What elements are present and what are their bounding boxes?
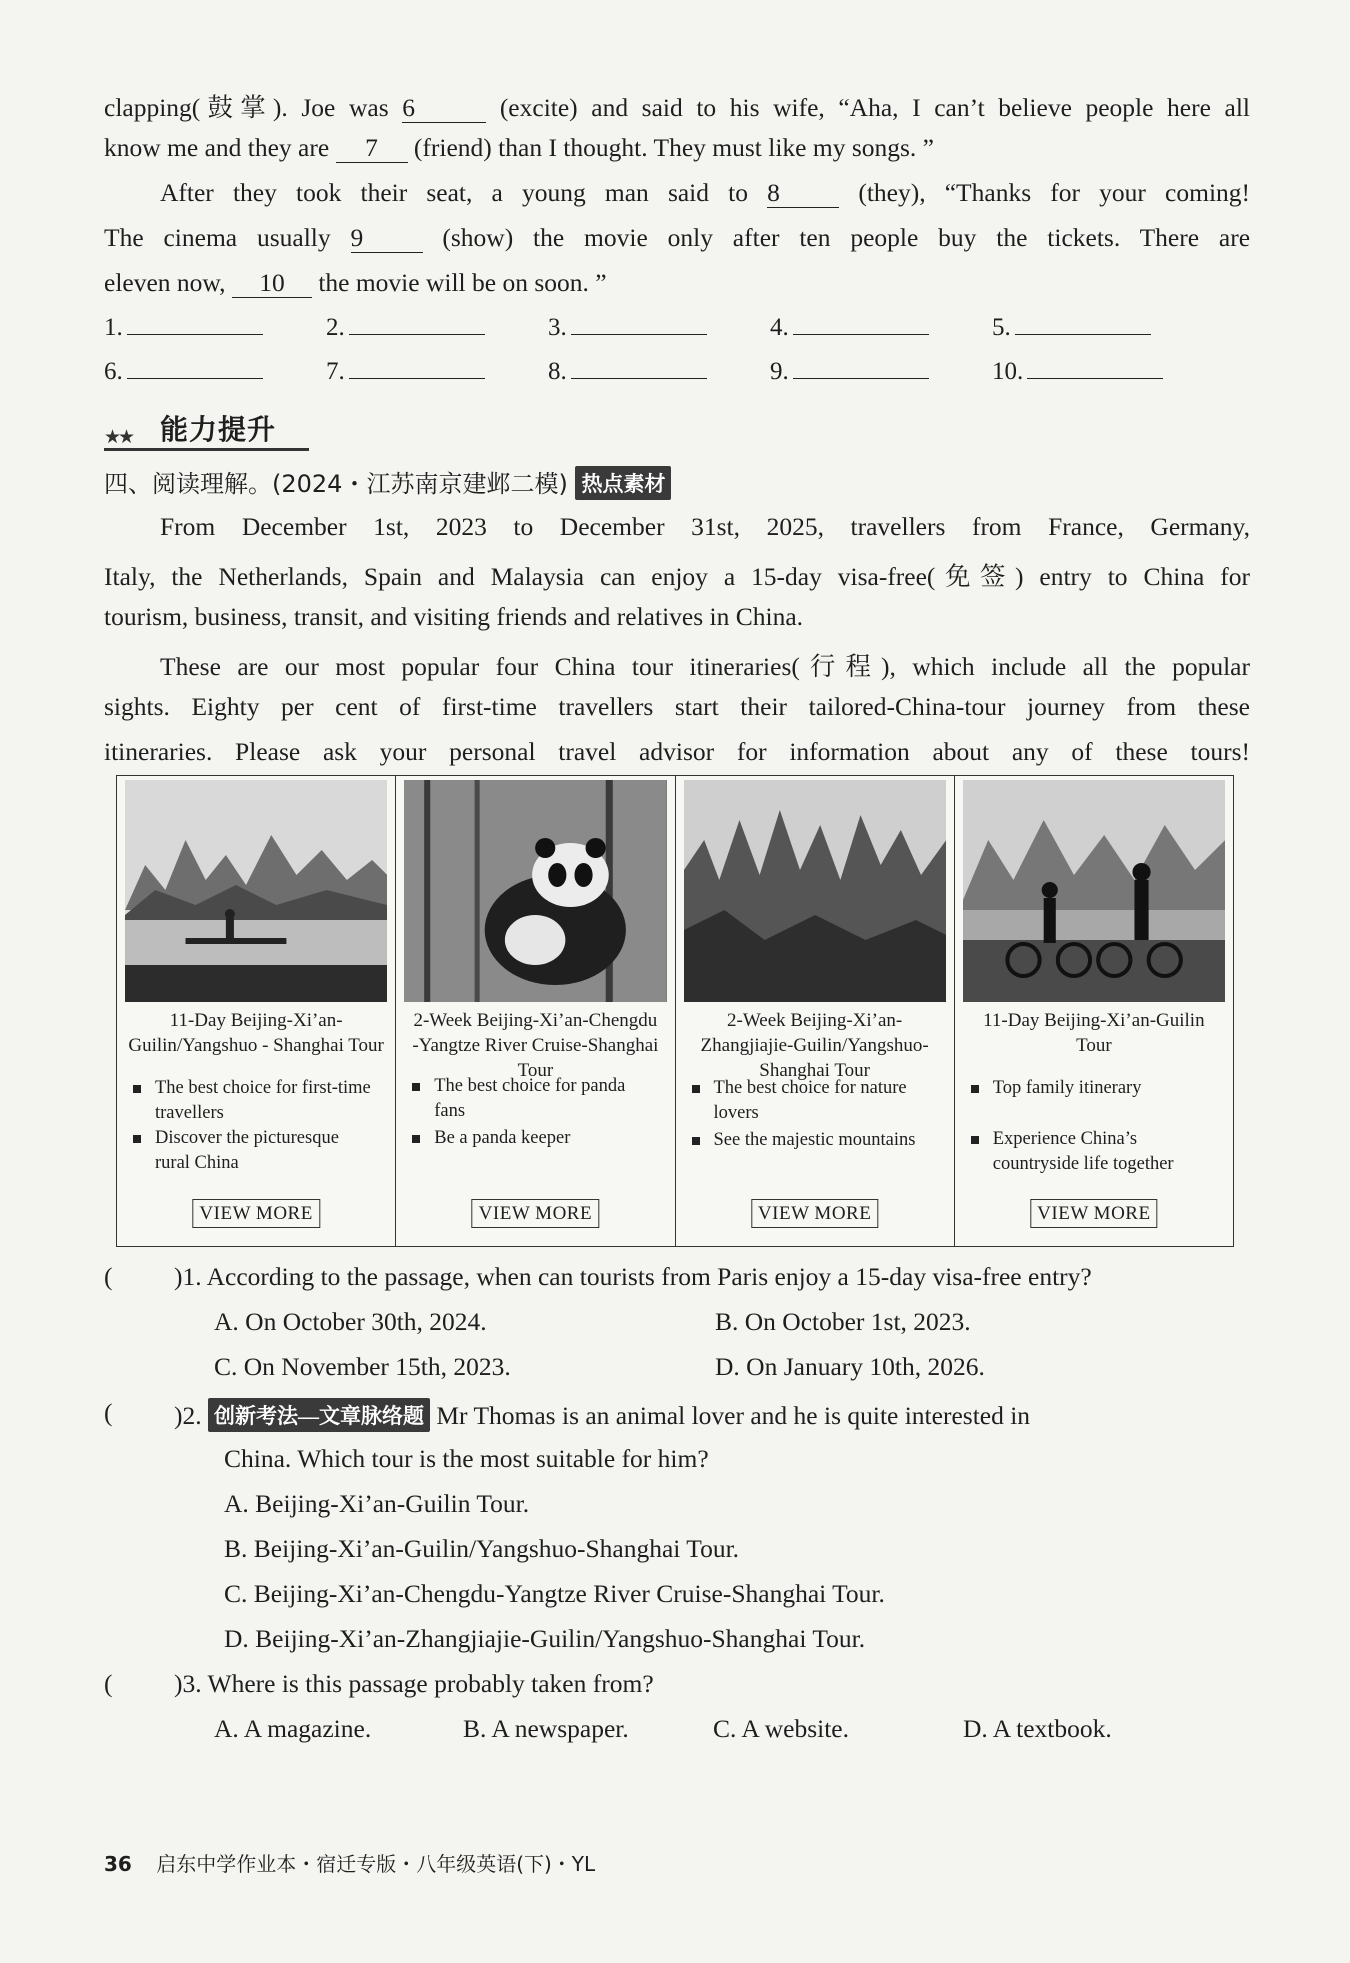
answer-label: 3. (548, 314, 567, 341)
passage-text: the movie will be on soon. ” (318, 268, 607, 297)
tour-photo-mountains (684, 780, 946, 1002)
tour-name-line: 2-Week Beijing-Xi’an-Chengdu (413, 1010, 658, 1031)
answer-9[interactable] (770, 358, 929, 386)
answer-8[interactable] (548, 358, 707, 386)
answer-label: 9. (770, 358, 789, 385)
section-title: 能力提升 (160, 413, 277, 446)
answer-5[interactable] (992, 314, 1151, 342)
tour-name-line: Zhangjiajie-Guilin/Yangshuo- (700, 1035, 929, 1056)
intro-line: sights. Eighty per cent of first-time travellers start their tailored-China-tour journey from these (104, 692, 1250, 721)
option-b[interactable]: B. A newspaper. (463, 1714, 629, 1743)
tour-card-1 (117, 776, 396, 1246)
hot-topic-tag: 热点素材 (575, 466, 671, 500)
bullet-text: travellers (155, 1103, 224, 1123)
tour-photo-family-cycling (963, 780, 1225, 1002)
passage-text: (excite) and said to his wife, “Aha, I can’t believe people here all (499, 93, 1250, 122)
tour-name-line: -Yangtze River Cruise-Shanghai (412, 1035, 659, 1056)
page-number: 36 (104, 1852, 132, 1876)
tour-name-line: Tour (1076, 1035, 1112, 1056)
passage-text: clapping(鼓掌). Joe was (104, 93, 389, 122)
blank-7[interactable] (336, 134, 408, 163)
option-d[interactable]: D. A textbook. (963, 1714, 1112, 1743)
heading-text: 四、阅读理解。(2024・江苏南京建邺二模) (104, 470, 568, 498)
answer-label: 6. (104, 358, 123, 385)
option-b[interactable]: B. On October 1st, 2023. (715, 1307, 971, 1336)
answer-line[interactable] (793, 316, 929, 335)
answer-3[interactable] (548, 314, 707, 342)
bullet-text: Discover the picturesque (155, 1128, 339, 1148)
passage-text: know me and they are (104, 133, 330, 162)
page-footer (104, 1848, 595, 1877)
bullet-text: See the majestic mountains (713, 1130, 916, 1150)
passage-text: (friend) than I thought. They must like my songs. ” (413, 133, 934, 162)
answer-label: 5. (992, 314, 1011, 341)
answer-line[interactable] (793, 360, 929, 379)
tour-name (957, 1008, 1231, 1058)
tour-bullet (690, 1128, 950, 1153)
bullet-text: fans (434, 1101, 466, 1121)
tour-bullet (131, 1076, 391, 1126)
innovation-tag: 创新考法—文章脉络题 (208, 1398, 430, 1432)
passage-text: After they took their seat, a young man said to (160, 178, 749, 207)
view-more-button[interactable]: VIEW MORE (192, 1199, 319, 1228)
tour-photo-panda (404, 780, 666, 1002)
footer-text: 启东中学作业本・宿迁专版・八年级英语(下)・YL (156, 1852, 596, 1876)
blank-number: 8 (767, 178, 780, 207)
passage-line-1 (104, 88, 1250, 124)
answer-line[interactable] (127, 316, 263, 335)
tour-table (116, 775, 1234, 1247)
answer-label: 4. (770, 314, 789, 341)
tour-card-2 (396, 776, 675, 1246)
tour-name-line: 11-Day Beijing-Xi’an- (169, 1010, 343, 1031)
blank-number: 9 (350, 223, 364, 252)
answer-7[interactable] (326, 358, 485, 386)
answer-label: 2. (326, 314, 345, 341)
answer-line[interactable] (1027, 360, 1163, 379)
intro-line: tourism, business, transit, and visiting friends and relatives in China. (104, 602, 804, 631)
answer-paren[interactable]: ( (104, 1398, 113, 1427)
intro-line: From December 1st, 2023 to December 31st, 2025, travellers from France, Germany, (160, 512, 1250, 541)
option-d[interactable]: D. Beijing-Xi’an-Zhangjiajie-Guilin/Yangshuo-Shanghai Tour. (224, 1624, 866, 1653)
option-d[interactable]: D. On January 10th, 2026. (715, 1352, 985, 1381)
view-more-button[interactable]: VIEW MORE (751, 1199, 878, 1228)
bullet-text: Experience China’s (992, 1129, 1138, 1149)
option-c[interactable]: C. On November 15th, 2023. (214, 1352, 511, 1381)
tour-bullet (969, 1076, 1229, 1101)
answer-line[interactable] (571, 360, 707, 379)
tour-name (119, 1008, 393, 1058)
answer-4[interactable] (770, 314, 929, 342)
section-badge (104, 408, 314, 446)
answer-line[interactable] (1015, 316, 1151, 335)
intro-line: These are our most popular four China tour itineraries(行程), which include all the popular (160, 652, 1250, 681)
tour-bullet (410, 1126, 670, 1151)
tour-photo-river-fisherman (125, 780, 387, 1002)
tour-name (398, 1008, 672, 1083)
answer-line[interactable] (571, 316, 707, 335)
answer-line[interactable] (127, 360, 263, 379)
passage-line-4 (104, 223, 1250, 253)
tour-bullet (410, 1074, 670, 1124)
question-1: )1. According to the passage, when can tourists from Paris enjoy a 15-day visa-free entry? (174, 1262, 1092, 1291)
reading-heading (104, 464, 671, 500)
tour-name-line: Shanghai Tour (759, 1060, 870, 1081)
passage-text: (show) the movie only after ten people buy the tickets. There are (442, 223, 1251, 252)
answer-10[interactable] (992, 358, 1163, 386)
blank-6[interactable] (402, 94, 486, 123)
answer-label: 8. (548, 358, 567, 385)
answer-label: 1. (104, 314, 123, 341)
bullet-text: The best choice for panda (434, 1076, 626, 1096)
option-b[interactable]: B. Beijing-Xi’an-Guilin/Yangshuo-Shanghai Tour. (224, 1534, 740, 1563)
blank-8[interactable] (767, 179, 839, 208)
blank-number: 7 (365, 133, 378, 162)
answer-line[interactable] (349, 360, 485, 379)
intro-line: itineraries. Please ask your personal travel advisor for information about any of these tours! (104, 737, 1250, 766)
question-text: Mr Thomas is an animal lover and he is quite interested in (436, 1401, 1031, 1430)
passage-text: eleven now, (104, 268, 226, 297)
answer-label: 10. (992, 358, 1024, 385)
intro-line: Italy, the Netherlands, Spain and Malaysia can enjoy a 15-day visa-free(免签) entry to China for (104, 562, 1250, 591)
question-number: )2. (174, 1401, 202, 1430)
bullet-text: Be a panda keeper (434, 1128, 571, 1148)
passage-text: The cinema usually (104, 223, 331, 252)
tour-name-line: 11-Day Beijing-Xi’an-Guilin (983, 1010, 1205, 1031)
view-more-button[interactable]: VIEW MORE (472, 1199, 599, 1228)
tour-name-line: Tour (517, 1060, 554, 1081)
answer-6[interactable] (104, 358, 263, 386)
tour-name (678, 1008, 952, 1083)
passage-line-5 (104, 268, 1250, 298)
bullet-text: The best choice for first-time (155, 1078, 371, 1098)
tour-name-line: Guilin/Yangshuo - Shanghai Tour (128, 1035, 384, 1056)
option-c[interactable]: C. Beijing-Xi’an-Chengdu-Yangtze River Cruise-Shanghai Tour. (224, 1579, 885, 1608)
option-a[interactable]: A. A magazine. (214, 1714, 372, 1743)
answer-paren[interactable]: ( (104, 1262, 113, 1291)
answer-label: 7. (326, 358, 345, 385)
blank-number: 6 (402, 93, 415, 122)
question-text: China. Which tour is the most suitable for him? (224, 1444, 709, 1473)
answer-paren[interactable]: ( (104, 1669, 113, 1698)
question-2 (174, 1398, 1030, 1432)
bullet-text: rural China (155, 1153, 239, 1173)
passage-line-3 (160, 178, 1250, 208)
option-a[interactable]: A. Beijing-Xi’an-Guilin Tour. (224, 1489, 530, 1518)
bullet-text: lovers (713, 1103, 759, 1123)
blank-10[interactable] (232, 269, 312, 298)
blank-9[interactable] (351, 224, 423, 253)
tour-name-line: 2-Week Beijing-Xi’an- (727, 1010, 903, 1031)
tour-bullet (969, 1127, 1229, 1177)
answer-2[interactable] (326, 314, 485, 342)
bullet-text: countryside life together (992, 1154, 1174, 1174)
bullet-text: The best choice for nature (713, 1078, 907, 1098)
star-icon: ★★ (104, 427, 133, 448)
divider (104, 448, 309, 451)
option-a[interactable]: A. On October 30th, 2024. (214, 1307, 487, 1336)
tour-card-3 (676, 776, 955, 1246)
answer-1[interactable] (104, 314, 263, 342)
view-more-button[interactable]: VIEW MORE (1030, 1199, 1157, 1228)
bullet-text: Top family itinerary (992, 1078, 1142, 1098)
answer-line[interactable] (349, 316, 485, 335)
passage-text: (they), “Thanks for your coming! (858, 178, 1251, 207)
tour-card-4 (955, 776, 1233, 1246)
tour-bullet (131, 1126, 391, 1176)
tour-bullet (690, 1076, 950, 1126)
blank-number: 10 (259, 268, 285, 297)
passage-line-2 (104, 133, 1250, 163)
question-3: )3. Where is this passage probably taken from? (174, 1669, 654, 1698)
option-c[interactable]: C. A website. (713, 1714, 850, 1743)
